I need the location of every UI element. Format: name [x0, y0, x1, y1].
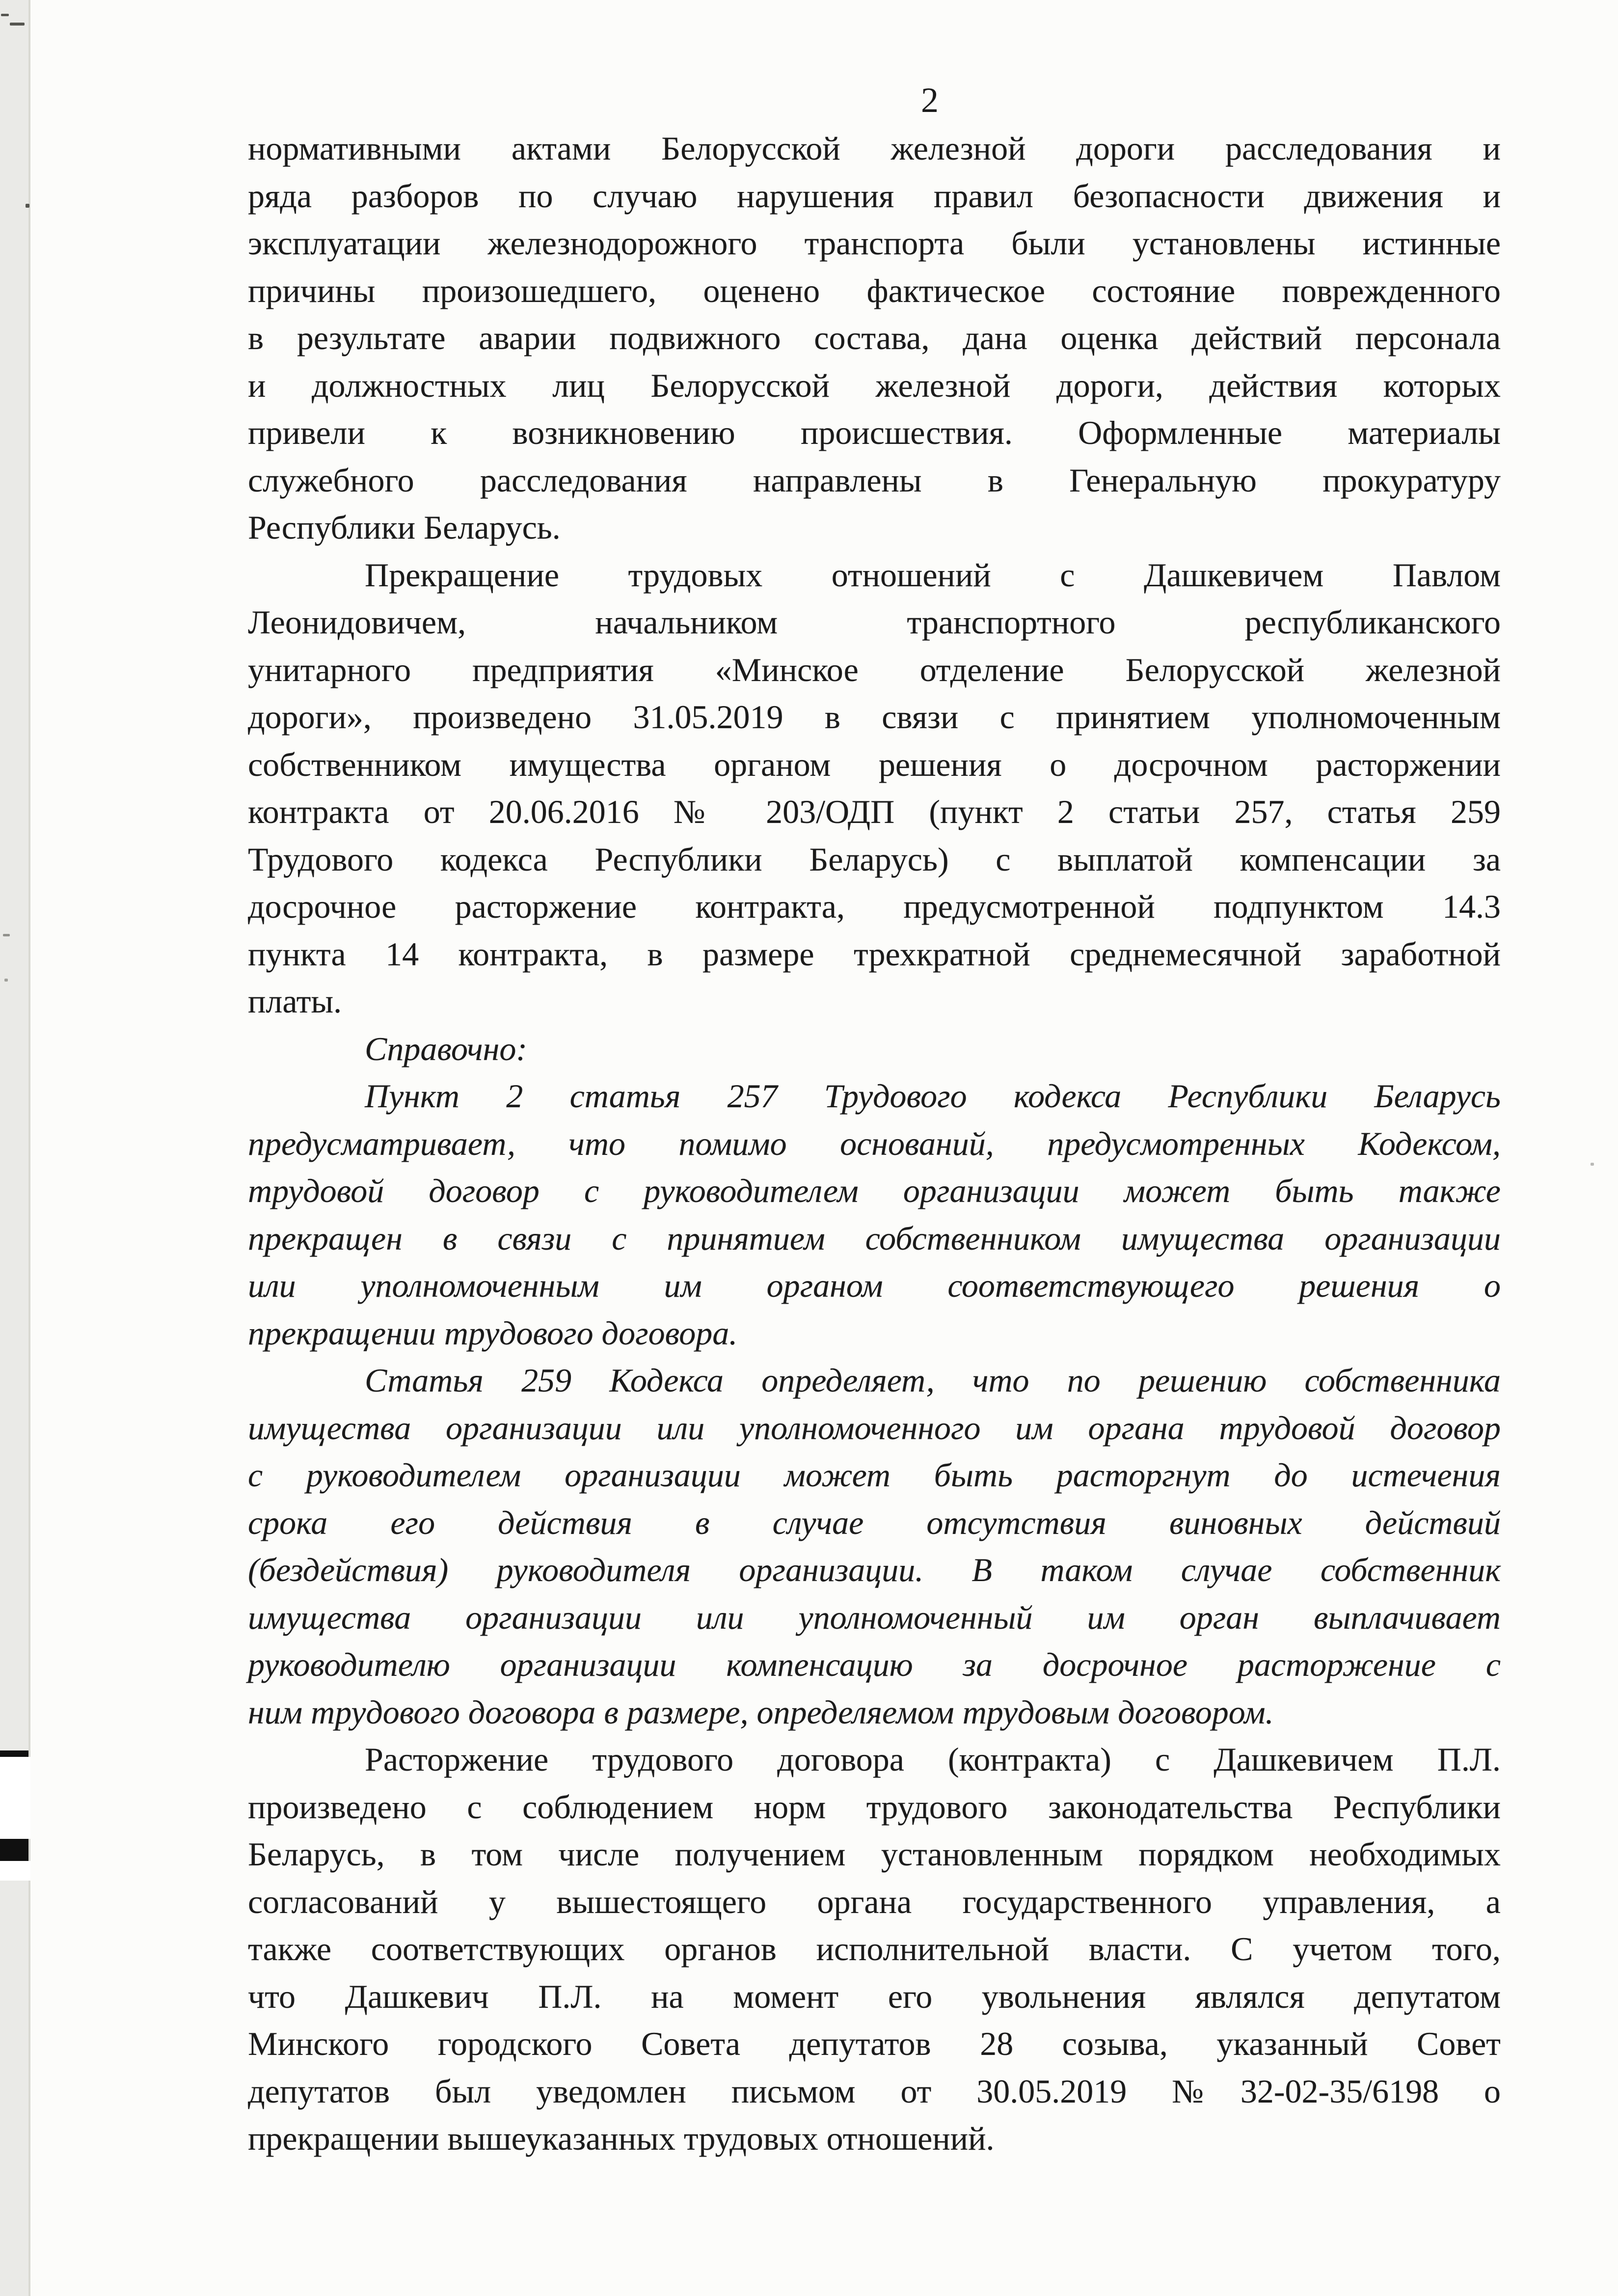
- reference-article-257: [248, 1072, 1501, 1357]
- text-line: имущества организации или уполномоченный им орган выплачивает: [248, 1598, 1501, 1636]
- text-line: Статья 259 Кодекса определяет, что по решению собственника: [365, 1362, 1501, 1399]
- text-line: причины произошедшего, оценено фактическое состояние поврежденного: [248, 272, 1501, 309]
- text-line: платы.: [248, 983, 342, 1020]
- text-line: Трудового кодекса Республики Беларусь) с выплатой компенсации за: [248, 840, 1501, 878]
- text-line: контракта от 20.06.2016 № 203/ОДП (пункт 2 статьи 257, статья 259: [248, 793, 1501, 830]
- text-line: прекращении трудового договора.: [248, 1314, 738, 1352]
- paragraph-compliance: [248, 1736, 1501, 2162]
- paragraph-investigation: [248, 125, 1501, 551]
- text-line: привели к возникновению происшествия. Оформленные материалы: [248, 414, 1501, 451]
- paragraph-termination: [248, 551, 1501, 1025]
- page-number: 2: [921, 81, 939, 120]
- text-line: Республики Беларусь.: [248, 509, 561, 546]
- text-line: руководителю организации компенсацию за досрочное расторжение с: [248, 1646, 1501, 1683]
- document-text: [248, 125, 1501, 2162]
- text-line: эксплуатации железнодорожного транспорта были установлены истинные: [248, 224, 1501, 262]
- scan-artifact-bar: [0, 1839, 28, 1861]
- text-line: трудовой договор с руководителем организации может быть также: [248, 1172, 1501, 1209]
- text-line: в результате аварии подвижного состава, дана оценка действий персонала: [248, 319, 1501, 356]
- text-line: (бездействия) руководителя организации. В таком случае собственник: [248, 1551, 1501, 1588]
- text-line: Прекращение трудовых отношений с Дашкевичем Павлом: [365, 556, 1501, 594]
- text-line: что Дашкевич П.Л. на момент его увольнения являлся депутатом: [248, 1977, 1501, 2015]
- text-line: согласований у вышестоящего органа государственного управления, а: [248, 1883, 1501, 1920]
- text-line: и должностных лиц Белорусской железной дороги, действия которых: [248, 366, 1501, 404]
- text-line: срока его действия в случае отсутствия виновных действий: [248, 1503, 1501, 1541]
- scan-speck: [1591, 1163, 1594, 1166]
- text-line: Леонидовичем, начальником транспортного республиканского: [248, 603, 1501, 641]
- text-line: нормативными актами Белорусской железной дороги расследования и: [248, 130, 1501, 167]
- text-line: Справочно:: [365, 1030, 528, 1067]
- text-line: собственником имущества органом решения о досрочном расторжении: [248, 745, 1501, 783]
- text-line: или уполномоченным им органом соответствующего решения о: [248, 1267, 1501, 1304]
- text-line: прекращении вышеуказанных трудовых отношений.: [248, 2120, 995, 2157]
- text-line: прекращен в связи с принятием собственником имущества организации: [248, 1219, 1501, 1257]
- text-line: Беларусь, в том числе получением установленным порядком необходимых: [248, 1835, 1501, 1873]
- text-line: досрочное расторжение контракта, предусмотренной подпунктом 14.3: [248, 888, 1501, 925]
- scan-speck: [26, 204, 29, 208]
- reference-article-259: [248, 1357, 1501, 1736]
- text-line: ним трудового договора в размере, определяемом трудовым договором.: [248, 1693, 1274, 1731]
- scan-white-band: [0, 1757, 30, 1839]
- text-line: пункта 14 контракта, в размере трехкратной среднемесячной заработной: [248, 935, 1501, 973]
- scan-artifact-line: [0, 1750, 28, 1757]
- text-line: ряда разборов по случаю нарушения правил безопасности движения и: [248, 177, 1501, 215]
- text-line: произведено с соблюдением норм трудового законодательства Республики: [248, 1788, 1501, 1826]
- text-line: также соответствующих органов исполнительной власти. С учетом того,: [248, 1930, 1501, 1968]
- text-line: с руководителем организации может быть расторгнут до истечения: [248, 1456, 1501, 1494]
- text-line: Пункт 2 статья 257 Трудового кодекса Республики Беларусь: [365, 1077, 1501, 1115]
- text-line: дороги», произведено 31.05.2019 в связи с принятием уполномоченным: [248, 698, 1501, 736]
- scan-speck: [4, 979, 8, 982]
- reference-label: [248, 1025, 1501, 1073]
- scan-left-edge: [0, 0, 30, 2296]
- scan-speck: [1, 14, 9, 16]
- scan-speck: [10, 23, 25, 26]
- text-line: служебного расследования направлены в Генеральную прокуратуру: [248, 461, 1501, 499]
- text-line: унитарного предприятия «Минское отделение Белорусской железной: [248, 651, 1501, 688]
- text-line: предусматривает, что помимо оснований, предусмотренных Кодексом,: [248, 1124, 1501, 1162]
- text-line: Минского городского Совета депутатов 28 созыва, указанный Совет: [248, 2025, 1501, 2062]
- scan-white-band: [0, 1861, 30, 1881]
- scan-speck: [3, 934, 10, 936]
- text-line: депутатов был уведомлен письмом от 30.05.2019 №32-02-35/6198 о: [248, 2072, 1501, 2110]
- text-line: имущества организации или уполномоченного им органа трудовой договор: [248, 1409, 1501, 1447]
- text-line: Расторжение трудового договора (контракта) с Дашкевичем П.Л.: [365, 1741, 1501, 1778]
